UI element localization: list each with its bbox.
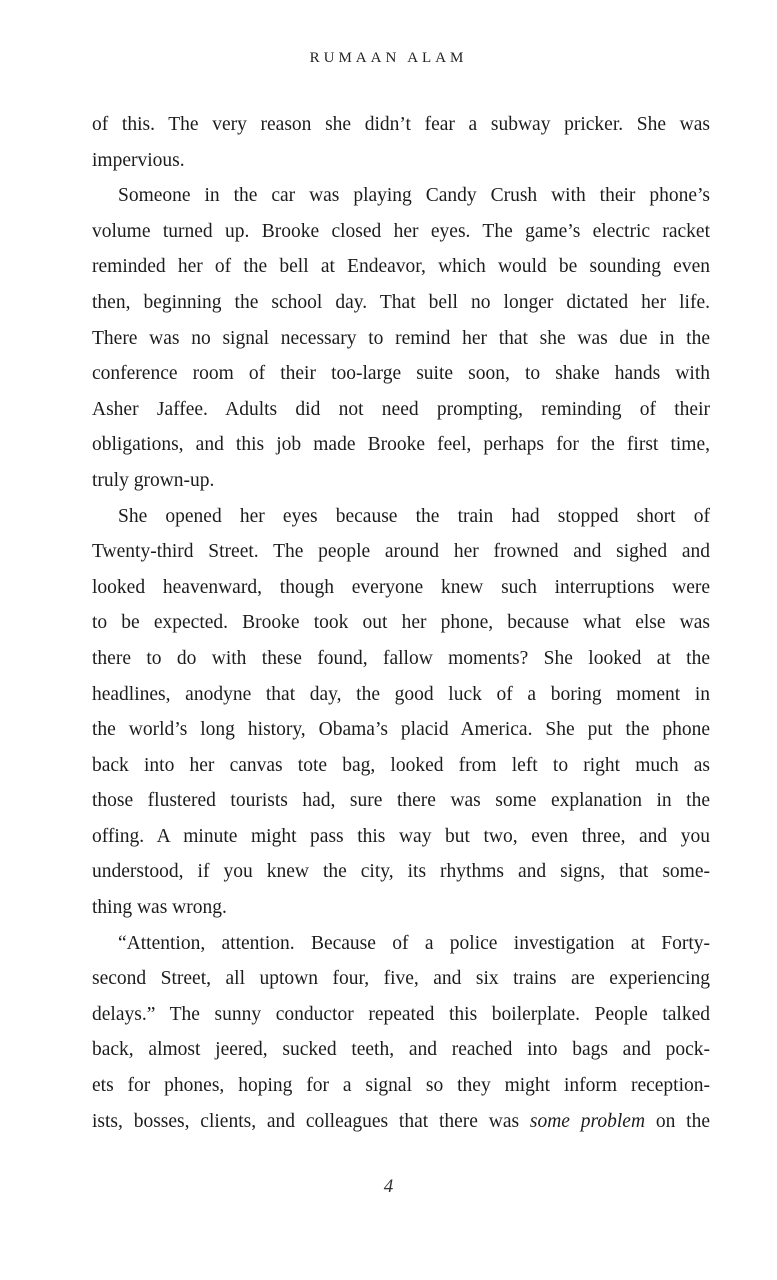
text-line: conference room of their too-large suite soon, to shake hands with — [92, 363, 710, 385]
text-run: ists, bosses, clients, and colleagues that there was — [92, 1110, 530, 1132]
text-line: Someone in the car was playing Candy Crush with their phone’s — [118, 185, 710, 207]
text-line: obligations, and this job made Brooke feel, perhaps for the first time, — [92, 434, 710, 456]
text-line: to be expected. Brooke took out her phone, because what else was — [92, 612, 710, 634]
text-line: looked heavenward, though everyone knew such interruptions were — [92, 576, 710, 598]
text-line: there to do with these found, fallow moments? She looked at the — [92, 647, 710, 669]
paragraph — [92, 499, 710, 926]
emphasized-text: some problem — [529, 1110, 646, 1132]
page-number: 4 — [383, 1176, 394, 1197]
text-line: truly grown-up. — [92, 469, 215, 491]
text-line: volume turned up. Brooke closed her eyes. The game’s electric racket — [92, 220, 710, 242]
text-line: back, almost jeered, sucked teeth, and reached into bags and pock- — [92, 1039, 710, 1061]
text-line: delays.” The sunny conductor repeated this boilerplate. People talked — [92, 1003, 710, 1025]
text-line: reminded her of the bell at Endeavor, which would be sounding even — [92, 256, 710, 278]
text-line: “Attention, attention. Because of a police investigation at Forty- — [118, 932, 710, 954]
text-line: understood, if you knew the city, its rhythms and signs, that some- — [92, 861, 710, 883]
text-line: Asher Jaffee. Adults did not need prompting, reminding of their — [92, 398, 710, 420]
text-line: those flustered tourists had, sure there was some explanation in the — [92, 790, 710, 812]
text-line: ets for phones, hoping for a signal so they might inform reception- — [92, 1075, 710, 1097]
text-line: headlines, anodyne that day, the good luck of a boring moment in — [92, 683, 710, 705]
text-line: offing. A minute might pass this way but two, even three, and you — [92, 825, 710, 847]
text-line-final — [92, 1104, 710, 1140]
text-line: Twenty-third Street. The people around her frowned and sighed and — [92, 541, 710, 563]
paragraph — [92, 926, 710, 1140]
text-line: then, beginning the school day. That bell no longer dictated her life. — [92, 291, 710, 313]
text-line: thing was wrong. — [92, 897, 227, 919]
text-line: There was no signal necessary to remind her that she was due in the — [92, 327, 710, 349]
text-line: the world’s long history, Obama’s placid America. She put the phone — [92, 719, 710, 741]
text-line: second Street, all uptown four, five, and six trains are experiencing — [92, 968, 710, 990]
text-line: of this. The very reason she didn’t fear a subway pricker. She was — [92, 114, 710, 135]
text-line: She opened her eyes because the train had stopped short of — [118, 505, 710, 527]
text-run: on the — [645, 1110, 710, 1132]
paragraph — [92, 178, 710, 498]
paragraph — [92, 107, 710, 178]
running-head-author: RUMAAN ALAM — [309, 50, 468, 66]
text-line: impervious. — [92, 149, 185, 171]
body-text — [92, 107, 710, 1139]
text-line: back into her canvas tote bag, looked from left to right much as — [92, 754, 710, 776]
